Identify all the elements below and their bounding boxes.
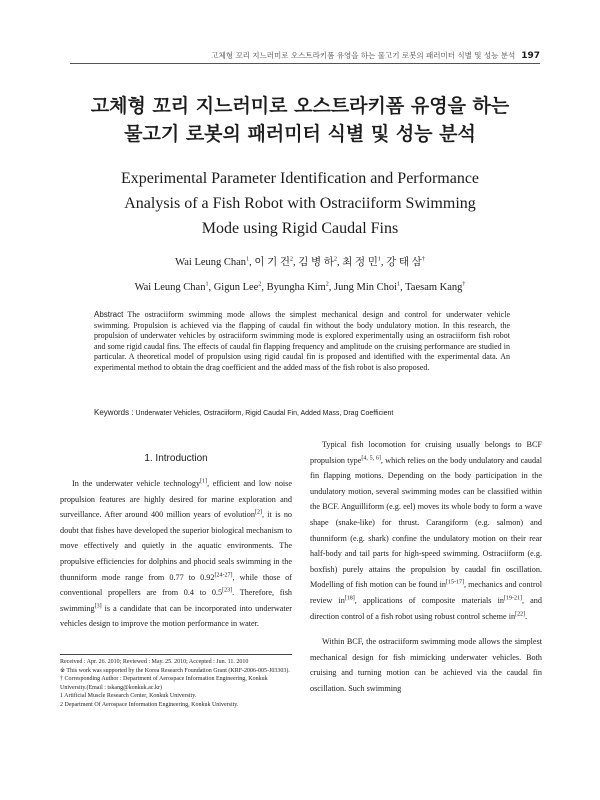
keywords-label: Keywords : (94, 408, 134, 417)
title-english-line: Mode using Rigid Caudal Fins (201, 220, 399, 237)
author-name: Wai Leung Chan (175, 257, 247, 268)
text-run: . Therefore, fish swimming (60, 588, 293, 613)
title-korean-line: 물고기 로봇의 패러미터 식별 및 성능 분석 (124, 123, 476, 145)
citation: [23] (222, 587, 233, 594)
text-run: , while those of conventional propellers are from 0.4 to 0.5 (60, 572, 293, 598)
footnote: ※ This work was supported by the Korea Research Foundation Grant (KRF-2006-005-J03303). (60, 667, 290, 674)
citation: [4, 5, 6] (361, 454, 381, 461)
keywords (94, 408, 510, 417)
intro-paragraph-1 (60, 476, 292, 632)
text-run: Typical fish locomotion for cruising usually belongs to BCF propulsion type (310, 440, 542, 465)
author-name: 최 정 민 (342, 257, 378, 268)
text-run: Within BCF, the ostraciiform swimming mode allows the simplest mechanical design for fish mimicking underwater vehicles. Both cruising and turning motion can be achieved via the caudal fin oscillation. Such swimming (310, 637, 542, 693)
abstract (94, 310, 510, 374)
text-run: , applications of composite materials in (354, 595, 504, 605)
author-name: Gigun Lee (213, 282, 259, 293)
section-heading: 1. Introduction (144, 453, 208, 464)
citation: [18] (344, 595, 355, 602)
footnotes (60, 654, 292, 710)
author-name: Wai Leung Chan (134, 282, 206, 293)
title-english (60, 166, 540, 241)
authors-korean: Wai Leung Chan$^1$, 이 기 건$^2$, 김 병 하$^2$, 최 정 민$^1$, 강 태 삼† (175, 256, 425, 268)
page-number: 197 (521, 51, 540, 61)
author-affiliation-mark: 1 (205, 281, 209, 288)
text-run: , it is no doubt that fishes have developed the superior biological mechanism to move effectively and quietly in the aquatic environments. The propulsive efficiencies for dolphins and phocid seals swimming in the thunniform mode range from 0.77 to 0.92 (60, 510, 293, 582)
authors-english: Wai Leung Chan$^1$, Gigun Lee$^2$, Byungha Kim$^2$, Jung Min Choi$^1$, Taesam Kang† (134, 281, 466, 293)
author-name: 이 기 건 (254, 257, 290, 268)
author-affiliation-mark: † (462, 281, 466, 288)
citation: [3] (94, 603, 102, 610)
author-affiliation-mark: 1 (246, 256, 250, 263)
text-run: , mechanics and control review in (310, 580, 542, 605)
author-affiliation-mark: 2 (290, 256, 293, 263)
citation: [22] (515, 610, 526, 617)
text-run: , which relies on the body undulatory and caudal fin flapping motions. Depending on the body participation in the undulatory motion, several swimming modes can be classified within the BCF. Anguilliform (e.g. eel) moves its whole body to form a wave shape (snake-like) for thrust. Carangiform (e.g. salmon) and thunniform (e.g. shark) confine the undulatory motion on their rear half-body and tail parts for high-speed swimming. Ostraciiform (e.g. boxfish) purely attains the propulsion by caudal fin oscillation. Modelling of fish motion can be found in (310, 455, 543, 590)
citation: [19-21] (503, 595, 522, 602)
author-name: 김 병 하 (298, 257, 334, 268)
running-title: 고체형 꼬리 지느러미로 오스트라키폼 유영을 하는 물고기 로봇의 패러미터 식별 및 성능 분석 (211, 51, 516, 60)
text-run: , and direction control of a fish robot using robust control scheme in (310, 595, 542, 621)
text-run: , efficient and low noise propulsion features are highly desired for marine exploration and surveillance. After around 400 million years of evolution (60, 479, 293, 520)
intro-paragraph-3 (310, 634, 542, 696)
right-column (310, 437, 542, 697)
abstract-label: Abstract (94, 310, 124, 319)
text-run: In the underwater vehicle technology (72, 479, 201, 488)
title-korean-line: 고체형 꼬리 지느러미로 오스트라키폼 유영을 하는 (90, 95, 510, 117)
author-affiliation-mark: 2 (333, 256, 337, 263)
author-affiliation-mark: 2 (325, 281, 329, 288)
citation: [15-17] (445, 579, 464, 586)
footnote: † Corresponding Author : Department of Aerospace Information Engineering, Konkuk University.(Email : tskang@konkuk.ac.kr) (60, 676, 268, 691)
keywords-text: Underwater Vehicles, Ostraciiform, Rigid Caudal Fin, Added Mass, Drag Coefficient (135, 410, 394, 417)
title-english-line: Analysis of a Fish Robot with Ostraciiform Swimming (124, 195, 476, 212)
abstract-text: The ostraciiform swimming mode allows the simplest mechanical design and control for underwater vehicle swimming. Propulsion is achieved via the flapping of caudal fin without the body undulatory motion. In this research, the propulsion of underwater vehicles by ostraciiform swimming mode is explored experimentally using an ostraciiform fish robot and some rigid caudal fins. The effects of caudal fin flapping frequency and amplitude on the cruising performance are studied in particular. A theoretical model of propulsion using rigid caudal fin is proposed and identified with the experimental data. An experimental method to obtain the drag coefficient and the added mass of the fish robot is also proposed. (94, 310, 510, 372)
author-affiliation-mark: † (421, 256, 425, 263)
left-column (60, 452, 292, 632)
text-run: . (525, 611, 528, 621)
author-name: Taesam Kang (405, 282, 463, 293)
citation: [2] (254, 509, 262, 516)
author-affiliation-mark: 2 (258, 281, 262, 288)
author-name: Jung Min Choi (334, 282, 398, 293)
citation: [1] (200, 478, 208, 485)
title-korean (60, 92, 540, 148)
author-name: 강 태 삼 (386, 257, 422, 268)
citation: [24-27] (214, 571, 233, 578)
running-header (70, 46, 540, 64)
author-name: Byungha Kim (266, 282, 326, 293)
footnote: Received : Apr. 26. 2010; Reviewed : May. 25. 2010; Accepted : Jun. 11. 2010 (60, 659, 249, 665)
footnote: 1 Artificial Muscle Research Center, Konkuk University. (60, 693, 197, 700)
intro-paragraph-2 (310, 437, 542, 624)
title-english-line: Experimental Parameter Identification and Performance (120, 170, 480, 187)
footnote: 2 Department Of Aerospace Information Engineering, Konkuk University. (60, 701, 239, 708)
text-run: is a candidate that can be incorporated into underwater vehicles design to improve the motion performance in water. (60, 603, 292, 629)
author-affiliation-mark: 1 (377, 256, 381, 263)
author-affiliation-mark: 1 (397, 281, 401, 288)
